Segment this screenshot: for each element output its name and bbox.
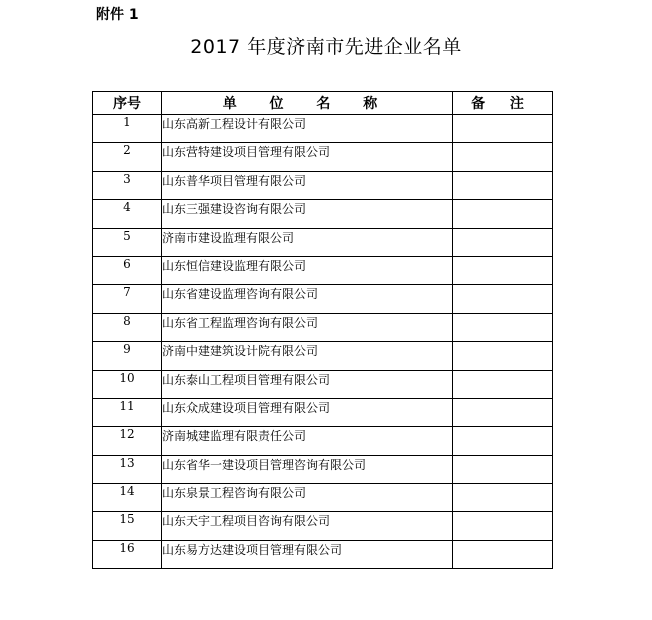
row-note xyxy=(453,285,553,313)
table-row xyxy=(93,512,553,540)
row-seq: 14 xyxy=(93,484,162,512)
table-row xyxy=(93,171,553,199)
table-row xyxy=(93,484,553,512)
row-seq: 4 xyxy=(93,200,162,228)
row-seq: 3 xyxy=(93,171,162,199)
row-company-name: 山东泉景工程咨询有限公司 xyxy=(162,484,453,512)
row-seq: 2 xyxy=(93,143,162,171)
row-seq: 5 xyxy=(93,228,162,256)
row-note xyxy=(453,256,553,284)
table-row xyxy=(93,228,553,256)
table-row xyxy=(93,342,553,370)
table-row xyxy=(93,313,553,341)
row-seq: 7 xyxy=(93,285,162,313)
row-seq: 8 xyxy=(93,313,162,341)
table-row xyxy=(93,200,553,228)
document-title: 2017 年度济南市先进企业名单 xyxy=(190,36,462,58)
header-company-name: 单 位 名 称 xyxy=(162,92,453,115)
row-company-name: 山东省建设监理咨询有限公司 xyxy=(162,285,453,313)
row-note xyxy=(453,540,553,568)
row-company-name: 山东易方达建设项目管理有限公司 xyxy=(162,540,453,568)
row-company-name: 山东泰山工程项目管理有限公司 xyxy=(162,370,453,398)
company-list-table xyxy=(92,91,553,569)
row-company-name: 济南市建设监理有限公司 xyxy=(162,228,453,256)
row-note xyxy=(453,427,553,455)
row-company-name: 山东众成建设项目管理有限公司 xyxy=(162,398,453,426)
header-note: 备 注 xyxy=(453,92,553,115)
table-row xyxy=(93,370,553,398)
table-row xyxy=(93,256,553,284)
row-note xyxy=(453,484,553,512)
row-note xyxy=(453,171,553,199)
row-seq: 15 xyxy=(93,512,162,540)
row-note xyxy=(453,455,553,483)
row-note xyxy=(453,115,553,143)
table-row xyxy=(93,143,553,171)
row-company-name: 山东高新工程设计有限公司 xyxy=(162,115,453,143)
row-seq: 16 xyxy=(93,540,162,568)
row-seq: 12 xyxy=(93,427,162,455)
row-seq: 10 xyxy=(93,370,162,398)
row-note xyxy=(453,512,553,540)
row-note xyxy=(453,398,553,426)
row-company-name: 济南城建监理有限责任公司 xyxy=(162,427,453,455)
attachment-label: 附件 1 xyxy=(96,7,139,23)
row-seq: 11 xyxy=(93,398,162,426)
table-row xyxy=(93,115,553,143)
row-company-name: 山东三强建设咨询有限公司 xyxy=(162,200,453,228)
header-seq: 序号 xyxy=(93,92,162,115)
row-note xyxy=(453,370,553,398)
table-row xyxy=(93,427,553,455)
row-note xyxy=(453,200,553,228)
row-seq: 9 xyxy=(93,342,162,370)
row-note xyxy=(453,342,553,370)
table-row xyxy=(93,398,553,426)
row-company-name: 山东省华一建设项目管理咨询有限公司 xyxy=(162,455,453,483)
row-note xyxy=(453,228,553,256)
row-seq: 1 xyxy=(93,115,162,143)
table-row xyxy=(93,285,553,313)
table-row xyxy=(93,540,553,568)
row-note xyxy=(453,313,553,341)
row-company-name: 山东省工程监理咨询有限公司 xyxy=(162,313,453,341)
table-header-row xyxy=(93,92,553,115)
row-company-name: 山东普华项目管理有限公司 xyxy=(162,171,453,199)
table-row xyxy=(93,455,553,483)
row-company-name: 山东营特建设项目管理有限公司 xyxy=(162,143,453,171)
row-seq: 6 xyxy=(93,256,162,284)
row-note xyxy=(453,143,553,171)
row-company-name: 山东天宇工程项目咨询有限公司 xyxy=(162,512,453,540)
row-seq: 13 xyxy=(93,455,162,483)
row-company-name: 山东恒信建设监理有限公司 xyxy=(162,256,453,284)
row-company-name: 济南中建建筑设计院有限公司 xyxy=(162,342,453,370)
table-body xyxy=(93,115,553,569)
